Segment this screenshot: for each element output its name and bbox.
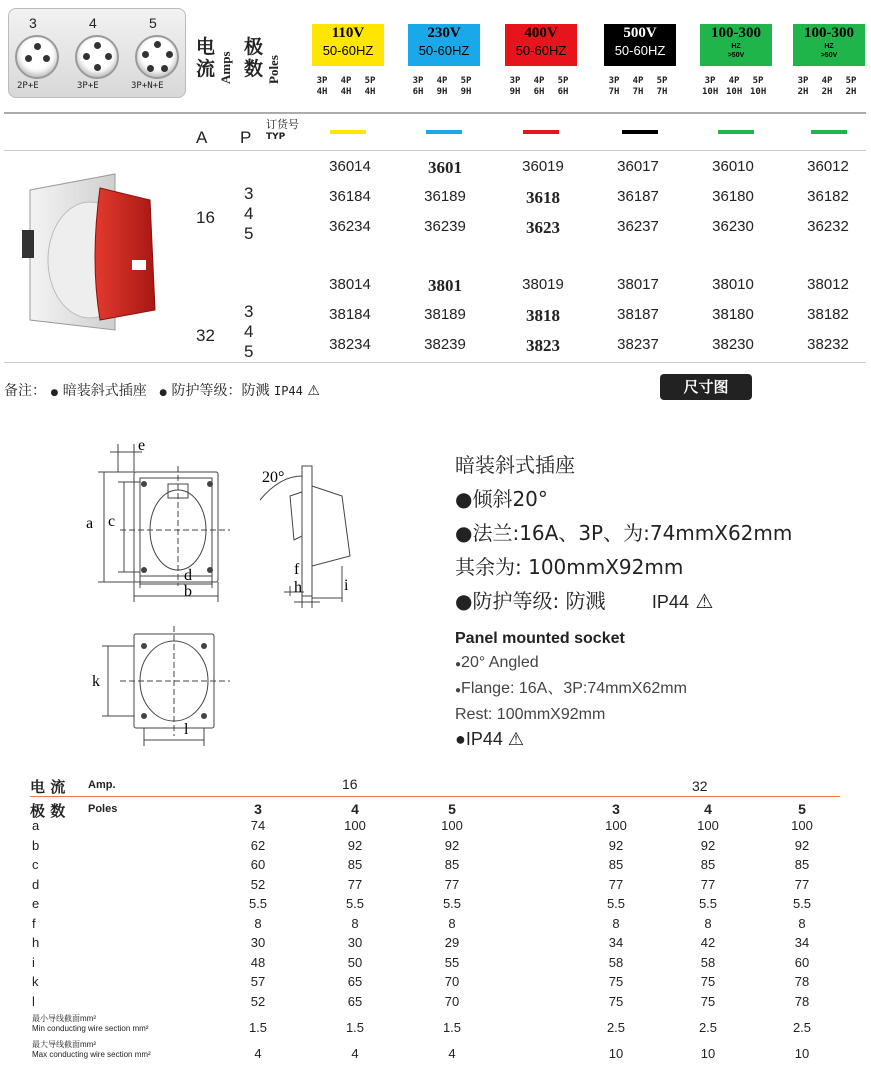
order-number: 36232 [807,218,849,235]
order-number: 36230 [712,218,754,235]
order-number: 38182 [807,306,849,323]
dim-value: 60 [250,857,266,872]
dim-label-e: e [138,437,146,454]
order-number: 38012 [807,276,849,293]
pole-hour-code: 4P 4H [340,76,352,97]
desc-cn-title: 暗装斜式插座 [455,453,575,477]
pin-label: 2P+E [17,81,39,91]
dim-row-label: h [32,935,40,950]
dim-value: 8 [612,915,620,931]
pin-count: 3 [29,15,37,31]
pole-hour-codes [507,76,571,98]
dim-value: 58 [700,954,716,970]
dim-row-label: a [32,818,40,833]
voltage-value: 100-300 [804,25,854,41]
dim-value: 92 [794,837,810,853]
pole-hour-codes [606,76,670,98]
order-number: 36239 [424,218,466,235]
poles-value: 3 [244,184,254,203]
order-number: 36187 [617,188,659,205]
dim-row-label: l [32,993,35,1009]
color-swatch [523,130,559,134]
note-prefix: 备注： [4,383,46,399]
dim-value: 75 [608,974,624,989]
dim-value: 77 [347,876,363,892]
note-item-2: 防护等级：防溅 [171,383,270,399]
voltage-box [700,24,772,66]
order-number: 38189 [424,306,466,323]
dim-value: 74 [250,818,266,833]
dim-value: 100 [344,818,366,833]
dim-wire-value: 4 [448,1046,456,1061]
pole-hour-code: 3P 7H [608,76,620,97]
warning-icon: ⚠ [307,383,320,399]
frequency-value: HZ >50V [820,43,838,59]
pole-hour-codes [795,76,859,98]
dim-wire-value: 2.5 [606,1020,626,1035]
dim-value: 34 [794,935,810,950]
pole-hour-code: 5P 4H [364,76,376,97]
dim-wire-value: 4 [254,1046,262,1061]
pole-hour-code: 3P 6H [412,76,424,97]
dim-value: 60 [794,954,810,970]
order-number: 38184 [329,306,371,323]
order-number: 36017 [617,158,659,175]
pole-hour-code: 5P 10H [750,76,767,97]
pole-hour-code: 4P 9H [436,76,448,97]
dim-value: 65 [347,974,363,989]
frequency-value: 50-60HZ [515,43,567,58]
typ-cn: 订货号 [266,118,299,131]
dim-value: 8 [254,915,262,931]
poles-cn-label: 极数 [244,36,264,80]
voltage-box [505,24,577,66]
dim-amp-en: Amp. [88,779,116,791]
dim-wire-label: 最大导线截面mm² Max conducting wire section mm² [32,1040,151,1059]
voltage-value: 110V [331,25,365,41]
order-number: 36010 [712,158,754,175]
order-number: 38014 [329,276,371,293]
voltage-value: 230V [427,25,461,41]
dim-value: 57 [250,974,266,989]
dim-value: 52 [250,993,266,1009]
order-number: 38234 [329,336,371,353]
order-number: 38017 [617,276,659,293]
order-number: 38237 [617,336,659,353]
pole-hour-codes [314,76,378,98]
dim-value: 50 [347,954,363,970]
color-swatch [622,130,658,134]
order-number: 38230 [712,336,754,353]
dim-value: 65 [347,993,363,1009]
pin-label: 3P+N+E [131,81,164,91]
dim-row-label: k [32,974,39,989]
color-swatch [811,130,847,134]
order-number: 38232 [807,336,849,353]
dim-label-angle: 20° [262,469,285,486]
dim-pole-header: 4 [704,801,712,817]
dim-value: 5.5 [442,896,462,911]
dim-value: 100 [697,818,719,833]
poles-value: 3 [244,302,254,321]
dim-value: 92 [347,837,363,853]
dim-amp-cn: 电 流 [30,778,66,796]
dim-value: 8 [351,915,359,931]
voltage-value: 500V [623,25,657,41]
dim-value: 92 [444,837,460,853]
dim-wire-value: 1.5 [248,1020,268,1035]
order-number: 36237 [617,218,659,235]
dim-wire-value: 2.5 [698,1020,718,1035]
pole-hour-code: 3P 10H [702,76,719,97]
pole-hour-code: 3P 4H [316,76,328,97]
pole-hour-code: 4P 2H [821,76,833,97]
dim-label-l: l [184,721,189,738]
current-cn-label: 电流 [196,36,216,80]
pole-hour-code: 3P 2H [797,76,809,97]
dim-value: 30 [250,935,266,950]
order-number: 3801 [428,276,462,295]
dim-wire-value: 10 [794,1046,810,1061]
pole-hour-code: 5P 2H [845,76,857,97]
dim-value: 42 [700,935,716,950]
note-ip: IP44 [273,384,303,398]
pole-hour-code: 4P 7H [632,76,644,97]
order-number: 38019 [522,276,564,293]
pole-hour-code: 4P 10H [726,76,743,97]
poles-value: 4 [244,204,254,223]
dimension-drawing-button[interactable]: 尺寸图 [660,374,752,400]
socket-face-icon [75,35,119,79]
order-number: 3818 [526,306,560,325]
socket-product-photo [20,170,170,340]
poles-value: 5 [244,342,254,361]
dim-table-divider [30,796,840,797]
pole-hour-code: 4P 6H [533,76,545,97]
dim-row-label: f [32,915,36,931]
dim-label-i: i [344,577,349,594]
pin-configurations [8,8,186,98]
order-number: 36180 [712,188,754,205]
dim-value: 77 [444,876,460,892]
order-number: 3623 [526,218,560,237]
frequency-value: HZ >50V [727,43,745,59]
typ-header [266,118,299,144]
dim-value: 92 [608,837,624,853]
desc-cn-ip: IP44 [651,592,689,612]
dim-value: 85 [444,857,460,872]
dim-value: 48 [250,954,266,970]
desc-cn-line: 其余为: 100mmX92mm [455,555,684,579]
order-number: 36019 [522,158,564,175]
poles-value: 5 [244,224,254,243]
pin-count: 4 [89,15,97,31]
order-number: 38239 [424,336,466,353]
note-item-1: 暗装斜式插座 [62,383,147,399]
dim-value: 29 [444,935,460,950]
dim-label-d: d [184,567,192,584]
poles-value: 4 [244,322,254,341]
pole-hour-code: 5P 6H [557,76,569,97]
dim-pole-header: 3 [254,801,262,817]
dim-value: 100 [791,818,813,833]
current-en-label: Amps [218,51,233,84]
dim-value: 77 [794,876,810,892]
dim-value: 75 [700,993,716,1009]
desc-en-ip: IP44 [465,729,503,749]
dim-value: 92 [700,837,716,853]
dim-value: 85 [608,857,624,872]
dim-value: 85 [700,857,716,872]
dim-wire-value: 2.5 [792,1020,812,1035]
voltage-box [604,24,676,66]
dim-value: 30 [347,935,363,950]
dim-amp-32: 32 [692,778,708,794]
dim-value: 62 [250,837,266,853]
order-number: 3618 [526,188,560,207]
color-swatch [718,130,754,134]
desc-cn-line: ●倾斜20° [455,487,548,511]
frequency-value: 50-60HZ [614,43,666,58]
order-number: 38180 [712,306,754,323]
dim-value: 70 [444,993,460,1009]
dim-value: 85 [794,857,810,872]
dim-pole-header: 4 [351,801,359,817]
dim-label-b: b [184,583,192,600]
pole-hour-codes [410,76,474,98]
dim-label-a: a [86,515,94,532]
order-number: 36189 [424,188,466,205]
order-number: 3601 [428,158,462,177]
dim-value: 5.5 [345,896,365,911]
amps-col-header: A [196,128,208,147]
dim-row-label: b [32,837,40,853]
order-number: 36014 [329,158,371,175]
dim-pole-header: 5 [798,801,806,817]
dim-value: 5.5 [248,896,268,911]
dim-value: 78 [794,993,810,1009]
dim-value: 58 [608,954,624,970]
dim-row-label: c [32,857,39,872]
pin-label: 3P+E [77,81,99,91]
dim-wire-value: 10 [700,1046,716,1061]
voltage-box [793,24,865,66]
dim-row-label: e [32,896,40,911]
dim-value: 52 [250,876,266,892]
subheader-divider [4,150,866,151]
dim-pole-header: 5 [448,801,456,817]
dim-value: 8 [798,915,806,931]
dim-value: 100 [605,818,627,833]
warning-icon: ⚠ [695,589,714,613]
voltage-value: 400V [524,25,558,41]
voltage-box [408,24,480,66]
dim-value: 100 [441,818,463,833]
warning-icon: ⚠ [507,729,525,749]
dim-value: 77 [700,876,716,892]
dim-value: 5.5 [698,896,718,911]
dim-poles-en: Poles [88,803,118,815]
frequency-value: 50-60HZ [322,43,374,58]
dim-value: 75 [700,974,716,989]
dim-label-f: f [294,561,300,578]
voltage-value: 100-300 [711,25,761,41]
desc-en-line: Rest: 100mmX92mm [455,706,606,723]
dim-value: 85 [347,857,363,872]
dim-label-c: c [108,513,116,530]
desc-en-line: ●20° Angled [455,654,539,671]
dim-pole-header: 3 [612,801,620,817]
pole-hour-code: 5P 7H [656,76,668,97]
order-number: 36184 [329,188,371,205]
amps-value: 32 [196,326,215,345]
dim-wire-value: 4 [351,1046,359,1061]
frequency-value: 50-60HZ [418,43,470,58]
dim-value: 5.5 [606,896,626,911]
dim-value: 55 [444,954,460,970]
order-number: 36012 [807,158,849,175]
dim-value: 8 [448,915,456,931]
dim-poles-cn: 极 数 [30,802,66,820]
order-number: 3823 [526,336,560,355]
dim-label-h: h [294,579,302,596]
color-swatch [330,130,366,134]
voltage-box [312,24,384,66]
color-swatch [426,130,462,134]
desc-cn-line: ●防护等级: 防溅 IP44 ⚠ [455,589,714,613]
pin-count: 5 [149,15,157,31]
dim-value: 78 [794,974,810,989]
desc-cn-line: ●法兰:16A、3P、为:74mmX62mm [455,521,793,545]
socket-face-icon [15,35,59,79]
dim-wire-value: 10 [608,1046,624,1061]
dim-value: 70 [444,974,460,989]
note-line: 备注： ● 暗装斜式插座 ● 防护等级：防溅 IP44 ⚠ [4,383,320,399]
dim-value: 5.5 [792,896,812,911]
poles-col-header: P [240,128,252,147]
pole-hour-code: 5P 9H [460,76,472,97]
dim-value: 75 [608,993,624,1009]
order-number: 36234 [329,218,371,235]
technical-drawing [80,436,430,756]
desc-en-title: Panel mounted socket [455,630,625,647]
desc-en-line: ●Flange: 16A、3P:74mmX62mm [455,680,687,697]
pole-hour-code: 3P 9H [509,76,521,97]
dim-amp-16: 16 [342,776,358,792]
pole-hour-codes [702,76,766,98]
typ-en: TYP [266,132,286,142]
amps-value: 16 [196,208,215,227]
dim-value: 77 [608,876,624,892]
desc-en-ip-line: ●IP44 ⚠ [455,729,525,749]
header-divider [4,112,866,114]
dim-label-k: k [92,673,100,690]
dim-value: 34 [608,935,624,950]
table-bottom-divider [4,362,866,363]
dim-wire-value: 1.5 [345,1020,365,1035]
dim-wire-label: 最小导线截面mm² Min conducting wire section mm² [32,1014,149,1033]
socket-face-icon [135,35,179,79]
order-number: 36182 [807,188,849,205]
order-number: 38187 [617,306,659,323]
dim-row-label: i [32,954,35,970]
poles-en-label: Poles [266,55,281,84]
dim-wire-value: 1.5 [442,1020,462,1035]
dim-row-label: d [32,876,40,892]
order-number: 38010 [712,276,754,293]
dim-value: 8 [704,915,712,931]
product-description [455,448,865,751]
